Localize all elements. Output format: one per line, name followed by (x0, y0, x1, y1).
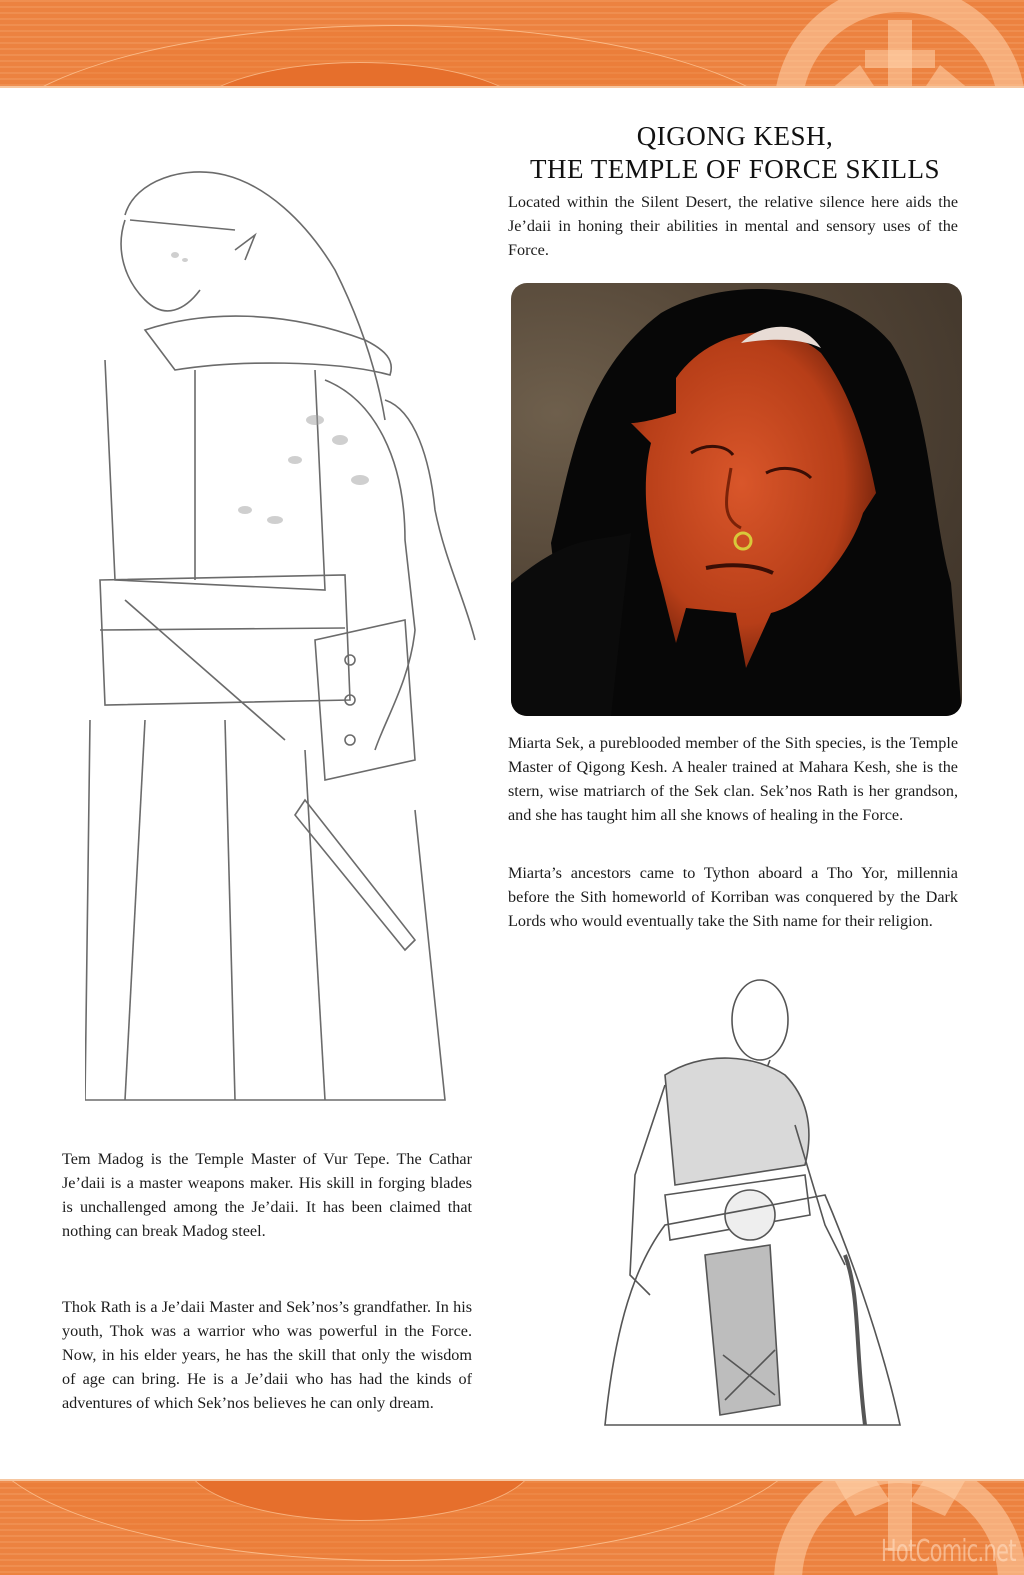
title-line-1: QIGONG KESH, (636, 121, 834, 151)
section-title (510, 120, 960, 186)
tem-madog-caption: Tem Madog is the Temple Master of Vur Tepe. The Cathar Je’daii is a master weapons maker. His skill in forging blades is unchallenged among the Je’daii. It has been claimed that nothing can break Madog steel. (62, 1150, 472, 1240)
miarta-caption-2: Miarta’s ancestors came to Tython aboard a Tho Yor, millennia before the Sith homeworld of Korriban was conquered by the Dark Lords who would eventually take the Sith name for their religion. (508, 864, 958, 930)
watermark-text: HotComic.net (881, 1534, 1016, 1569)
miarta-sek-portrait (511, 283, 962, 716)
sketch-illustration (555, 965, 915, 1455)
tem-madog-sketch (85, 160, 485, 1110)
miarta-caption-1: Miarta Sek, a pureblooded member of the Sith species, is the Temple Master of Qigong Kesh. A healer trained at Mahara Kesh, she is the stern, wise matriarch of the Sek clan. Sek’nos Rath is her grandson, and she has taught him all she knows of healing in the Force. (508, 734, 958, 824)
intro-paragraph: Located within the Silent Desert, the relative silence here aids the Je’daii in honing their abilities in mental and sensory uses of the Force. (508, 193, 958, 259)
portrait-illustration (511, 283, 962, 716)
top-banner (0, 0, 1024, 88)
imperial-cog-emblem-icon (770, 0, 1024, 88)
thok-rath-sketch (555, 965, 915, 1455)
sketch-illustration (85, 160, 485, 1110)
title-line-2: THE TEMPLE OF FORCE SKILLS (529, 154, 941, 184)
thok-rath-caption: Thok Rath is a Je’daii Master and Sek’nos’s grandfather. In his youth, Thok was a warrior who was powerful in the Force. Now, in his elder years, he has the skill that only the wisdom of age can bring. He is a Je’daii who has had the kinds of adventures of which Sek’nos believes he can only dream. (62, 1298, 472, 1412)
bottom-banner (0, 1479, 1024, 1575)
